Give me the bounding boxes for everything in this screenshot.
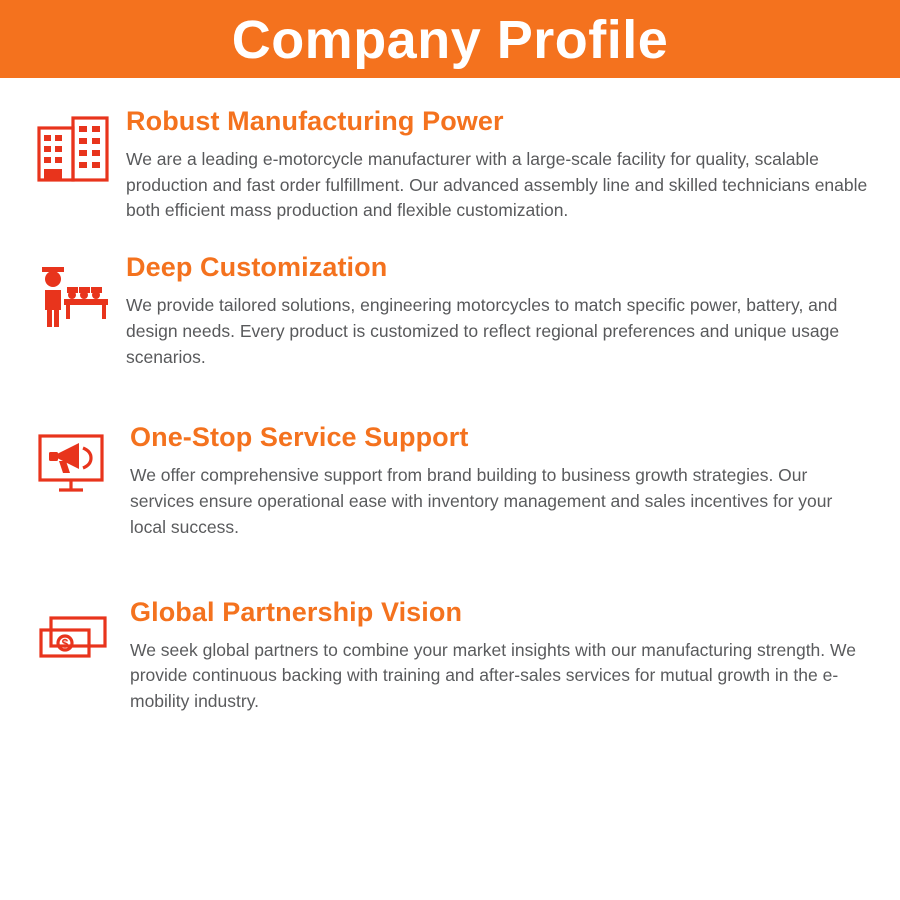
section-body: We offer comprehensive support from brand building to business growth strategies. Our services ensure operational ease with inventory management and sales incentives for your local success.: [130, 465, 833, 537]
section-body: We are a leading e-motorcycle manufacturer with a large-scale facility for quality, scalable production and fast order fulfillment. Our advanced assembly line and skilled technicians enable both efficient mass production and flexible customization.: [126, 149, 868, 221]
section-title: Robust Manufacturing Power: [126, 106, 504, 136]
factory-building-icon: [34, 112, 114, 186]
text-column: [126, 422, 874, 540]
megaphone-monitor-icon: [34, 428, 114, 502]
text-column: [126, 597, 874, 715]
page-title: Company Profile: [231, 10, 669, 70]
icon-column: [22, 597, 126, 677]
icon-column: [22, 106, 126, 186]
assembly-line-worker-icon: [34, 258, 114, 332]
section-title: One-Stop Service Support: [130, 422, 469, 453]
sections-list: [0, 78, 900, 715]
section-one-stop-service-support: [0, 422, 900, 540]
svg-text:$: $: [61, 636, 69, 651]
section-title: Deep Customization: [126, 252, 388, 283]
text-column: [126, 106, 874, 224]
banknotes-dollar-icon: [34, 603, 114, 677]
header-banner: [0, 0, 900, 78]
section-robust-manufacturing-power: [0, 106, 900, 224]
section-body: We seek global partners to combine your market insights with our manufacturing strength. We provide continuous backing with training and after-sales services for mutual growth in the e-mobility industry.: [130, 639, 856, 712]
text-column: [126, 252, 874, 370]
section-title: Global Partnership Vision: [130, 596, 463, 627]
section-global-partnership-vision: [0, 597, 900, 715]
icon-column: [22, 422, 126, 502]
icon-column: [22, 252, 126, 332]
section-deep-customization: [0, 252, 900, 370]
section-body: We provide tailored solutions, engineering motorcycles to match specific power, battery, and design needs. Every product is customized to reflect regional preferences and unique usage scenarios.: [126, 295, 840, 367]
